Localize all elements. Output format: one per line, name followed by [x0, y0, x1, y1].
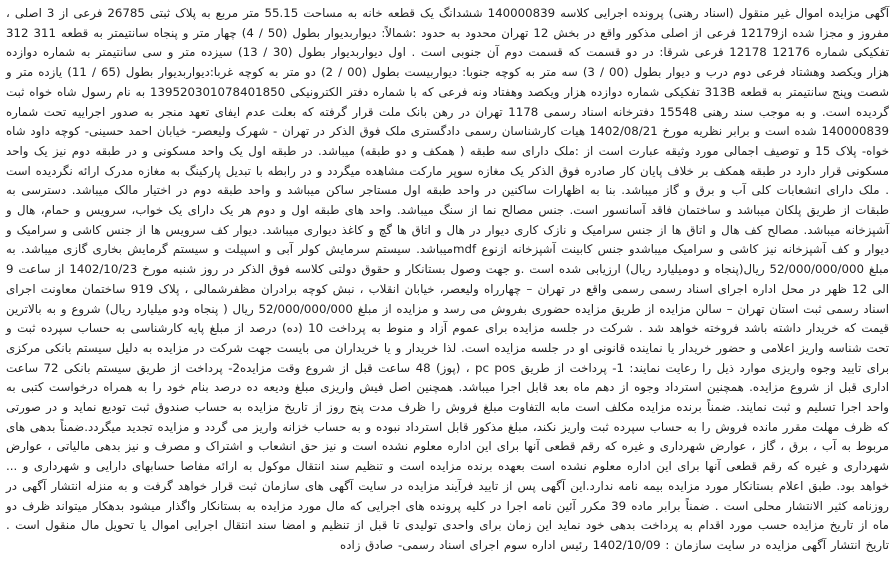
- auction-notice-text: آگهی مزایده اموال غیر منقول (اسناد رهنی) پرونده اجرایی کلاسه 140000839 ششدانگ یک قطعه خانه به مساحت 55.15 متر مربع به پلاک ثبتی 26785 فرعی از 3 اصلی ، مفروز و مجزا شده از12179 فرعی از اصلی مذکور واقع در بخش 12 تهران محدود به حدود :شمالاً: دیواربدیوار بطول (50 / 4) چهار متر و پنجاه سانتیمتر به قطعه 311 312 تفکیکی شماره 12176 12178 فرعی شرقا: در دو قسمت که قسمت دوم آن جنوبی است . اول دیواربدیوار بطول (30 / 13) سیزده متر و سی سانتیمتر به شماره دوازده هزار ویکصد وهشتاد فرعی دوم درب و دیوار بطول (00 / 3) سه متر به کوچه جنوبا: دیواربیست بطول (00 / 2) دو متر به کوچه غربا:دیواربدیوار بطول (65 / 11) یازده متر و شصت وپنج سانتیمتر به قطعه 313B تفکیکی شماره دوازده هزار ویکصد وهفتاد ونه فرعی که با شماره دفتر الکترونیکی 139520301078401850 به نام رسول شاه خواه ثبت گردیده است. و به موجب سند رهنی 15548 دفترخانه اسناد رسمی 1178 تهران در رهن بانک ملت قرار گرفته که بعلت عدم ایفای تعهد منجر به صدور اجراییه تحت شماره 140000839 شده است و برابر نظریه مورخ 1402/08/21 هیات کارشناسان رسمی دادگستری ملک فوق الذکر در تهران - شهرک ولیعصر- خیابان احمد حسینی- کوچه داود شاه خواه- پلاک 15 و توصیف اجمالی مورد وثیقه عبارت است از :ملک دارای سه طبقه ( همکف و دو طبقه) میباشد. در طبقه اول یک واحد مسکونی و در طبقه دوم نیز یک واحد مسکونی قرار دارد در طبقه همکف بر خلاف پایان کار صادره فوق الذکر یک مغازه سوپر مارکت مشاهده میگردد و در رابطه با تبدیل پارکینگ به مغازه مدرک ارائه نگردیده است . ملک دارای انشعابات کلی آب و برق و گاز میباشد. بنا به اظهارات ساکنین در واحد طبقه اول مستاجر ساکن میباشد و واحد طبقه دوم در اختیار مالک میباشد. دسترسی به طبقات از طریق پلکان میباشد و ساختمان فاقد آسانسور است. جنس مصالح نما از سنگ میباشد. واحد های طبقه اول و دوم هر یک دارای یک خواب، سرویس و حمام، هال و آشپزخانه میباشد. مصالح کف هال و اتاق ها از جنس سرامیک و نازک کاری دیوار در هال و اتاق ها گچ و کاغذ دیواری میباشد. دیوار کف سرویس ها از جنس کاشی و سرامیک و دیوار و کف آشپزخانه نیز کاشی و سرامیک میباشدو جنس کابینت آشپزخانه ازنوع mdfمیباشد. سیستم سرمایش کولر آبی و اسپیلت و سیستم گرمایش بخاری گازی میباشد. به مبلغ 52/000/000/000 ریال(پنجاه و دومیلیارد ریال) ارزیابی شده است .و جهت وصول بستانکار و حقوق دولتی کلاسه فوق الذکر در روز شنبه مورخ 1402/10/23 از ساعت 9 الی 12 ظهر در محل اداره اجرای اسناد رسمی رسمی واقع در تهران – چهارراه ولیعصر، خیابان انقلاب ، نبش کوچه برادران مظفرشمالی ، پلاک 919 ساختمان معاونت اجرای اسناد رسمی ثبت استان تهران – سالن مزایده از طریق مزایده حضوری بفروش می رسد و مزایده از مبلغ 52/000/000/000 ریال ( پنجاه ودو میلیارد ریال) شروع و به بالاترین قیمت که خریدار داشته باشد فروخته خواهد شد . شرکت در جلسه مزایده برای عموم آزاد و منوط به پرداخت 10 (ده) درصد از مبلغ پایه کارشناسی به حساب سپرده ثبت و تحت شناسه واریز اعلامی و حضور خریدار یا نماینده قانونی او در جلسه مزایده است. لذا خریدار و یا خریداران می بایست جهت شرکت در مزایده به دلیل سیستم بانکی مرکزی برای تایید وجوه واریزی موارد ذیل را رعایت نمایند: 1- پرداخت از طریق pc pos ، (پوز) 48 ساعت قبل از شروع وقت مزایده2- پرداخت از طریق سیستم بانکی 72 ساعت اداری قبل از شروع مزایده. همچنین استرداد وجوه از دهم ماه بعد قابل اجرا میباشد. همچنین اصل فیش واریزی مبلغ ودیعه ده درصد بنام خود را به همراه درخواست کتبی به واحد اجرا تسلیم و ثبت نمایند. ضمناً برنده مزایده مکلف است مابه التفاوت مبلغ فروش را ظرف مدت پنج روز از تاریخ مزایده به حساب صندوق ثبت تودیع نماید و در صورتی که ظرف مهلت مقرر مانده فروش را به حساب سپرده ثبت واریز نکند، مبلغ مذکور قابل استرداد نبوده و به حساب خزانه واریز می گردد و مزایده تجدید میگردد.ضمناً بدهی های مربوط به آب ، برق ، گاز ، عوارض شهرداری و غیره که رقم قطعی آنها برای این اداره معلوم نشده است و نیز حق انشعاب و اشتراک و مصرف و نیز بدهی مالیاتی ، عوارض شهرداری و غیره که رقم قطعی آنها برای این اداره معلوم نشده است بعهده برنده مزایده است و تنظیم سند انتقال موکول به ارائه مفاصا حسابهای دارایی و شهرداری و ... خواهد بود. طبق اعلام بستانکار مورد مزایده بیمه نامه ندارد.این آگهی پس از تایید فرآیند مزایده در سایت آگهی های سازمان ثبت قرار خواهد گرفت و به منزله انتشار آگهی در روزنامه کثیر الانتشار محلی است . ضمناً برابر ماده 39 مکرر آئین نامه اجرا در کلیه پرونده های اجرایی که مال مورد مزایده به بستانکار واگذار میشود بدهکار میتواند ظرف دو ماه از تاریخ مزایده حسب مورد اقدام به پرداخت بدهی خود نماید این زمان برای واحدی تولیدی تا قبل از تنظیم و امضا سند انتقال اجرایی اموال یا تحویل مال منقول است . تاریخ انتشار آگهی مزایده در سایت سازمان : 1402/10/09 رئیس اداره سوم اجرای اسناد رسمی- صادق زاده: [6, 6, 890, 552]
